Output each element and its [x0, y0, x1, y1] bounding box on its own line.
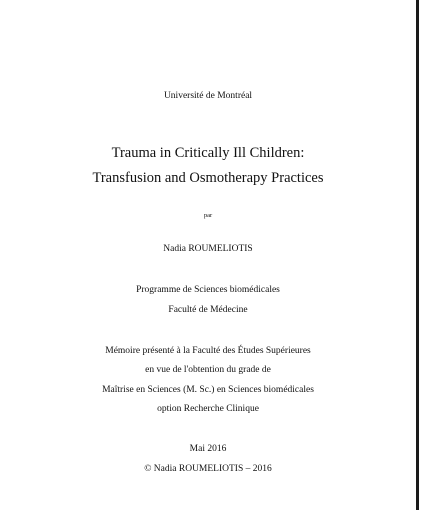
author-name: Nadia ROUMELIOTIS [163, 244, 253, 254]
submission-line-3: Maîtrise en Sciences (M. Sc.) en Sciences biomédicales [102, 385, 314, 395]
submission-line-4: option Recherche Clinique [157, 404, 259, 414]
thesis-title-line-2: Transfusion and Osmotherapy Practices [92, 170, 324, 186]
submission-date: Mai 2016 [189, 444, 227, 454]
faculty-name: Faculté de Médecine [168, 305, 248, 315]
by-label: par [203, 212, 213, 219]
submission-line-1: Mémoire présenté à la Faculté des Études Supérieures [105, 346, 311, 356]
viewer-gutter [419, 0, 430, 510]
thesis-title-line-1: Trauma in Critically Ill Children: [111, 145, 305, 161]
program-name: Programme de Sciences biomédicales [136, 285, 280, 295]
university-name: Université de Montréal [163, 91, 253, 101]
submission-line-2: en vue de l'obtention du grade de [145, 365, 271, 375]
copyright-notice: © Nadia ROUMELIOTIS – 2016 [144, 464, 272, 474]
